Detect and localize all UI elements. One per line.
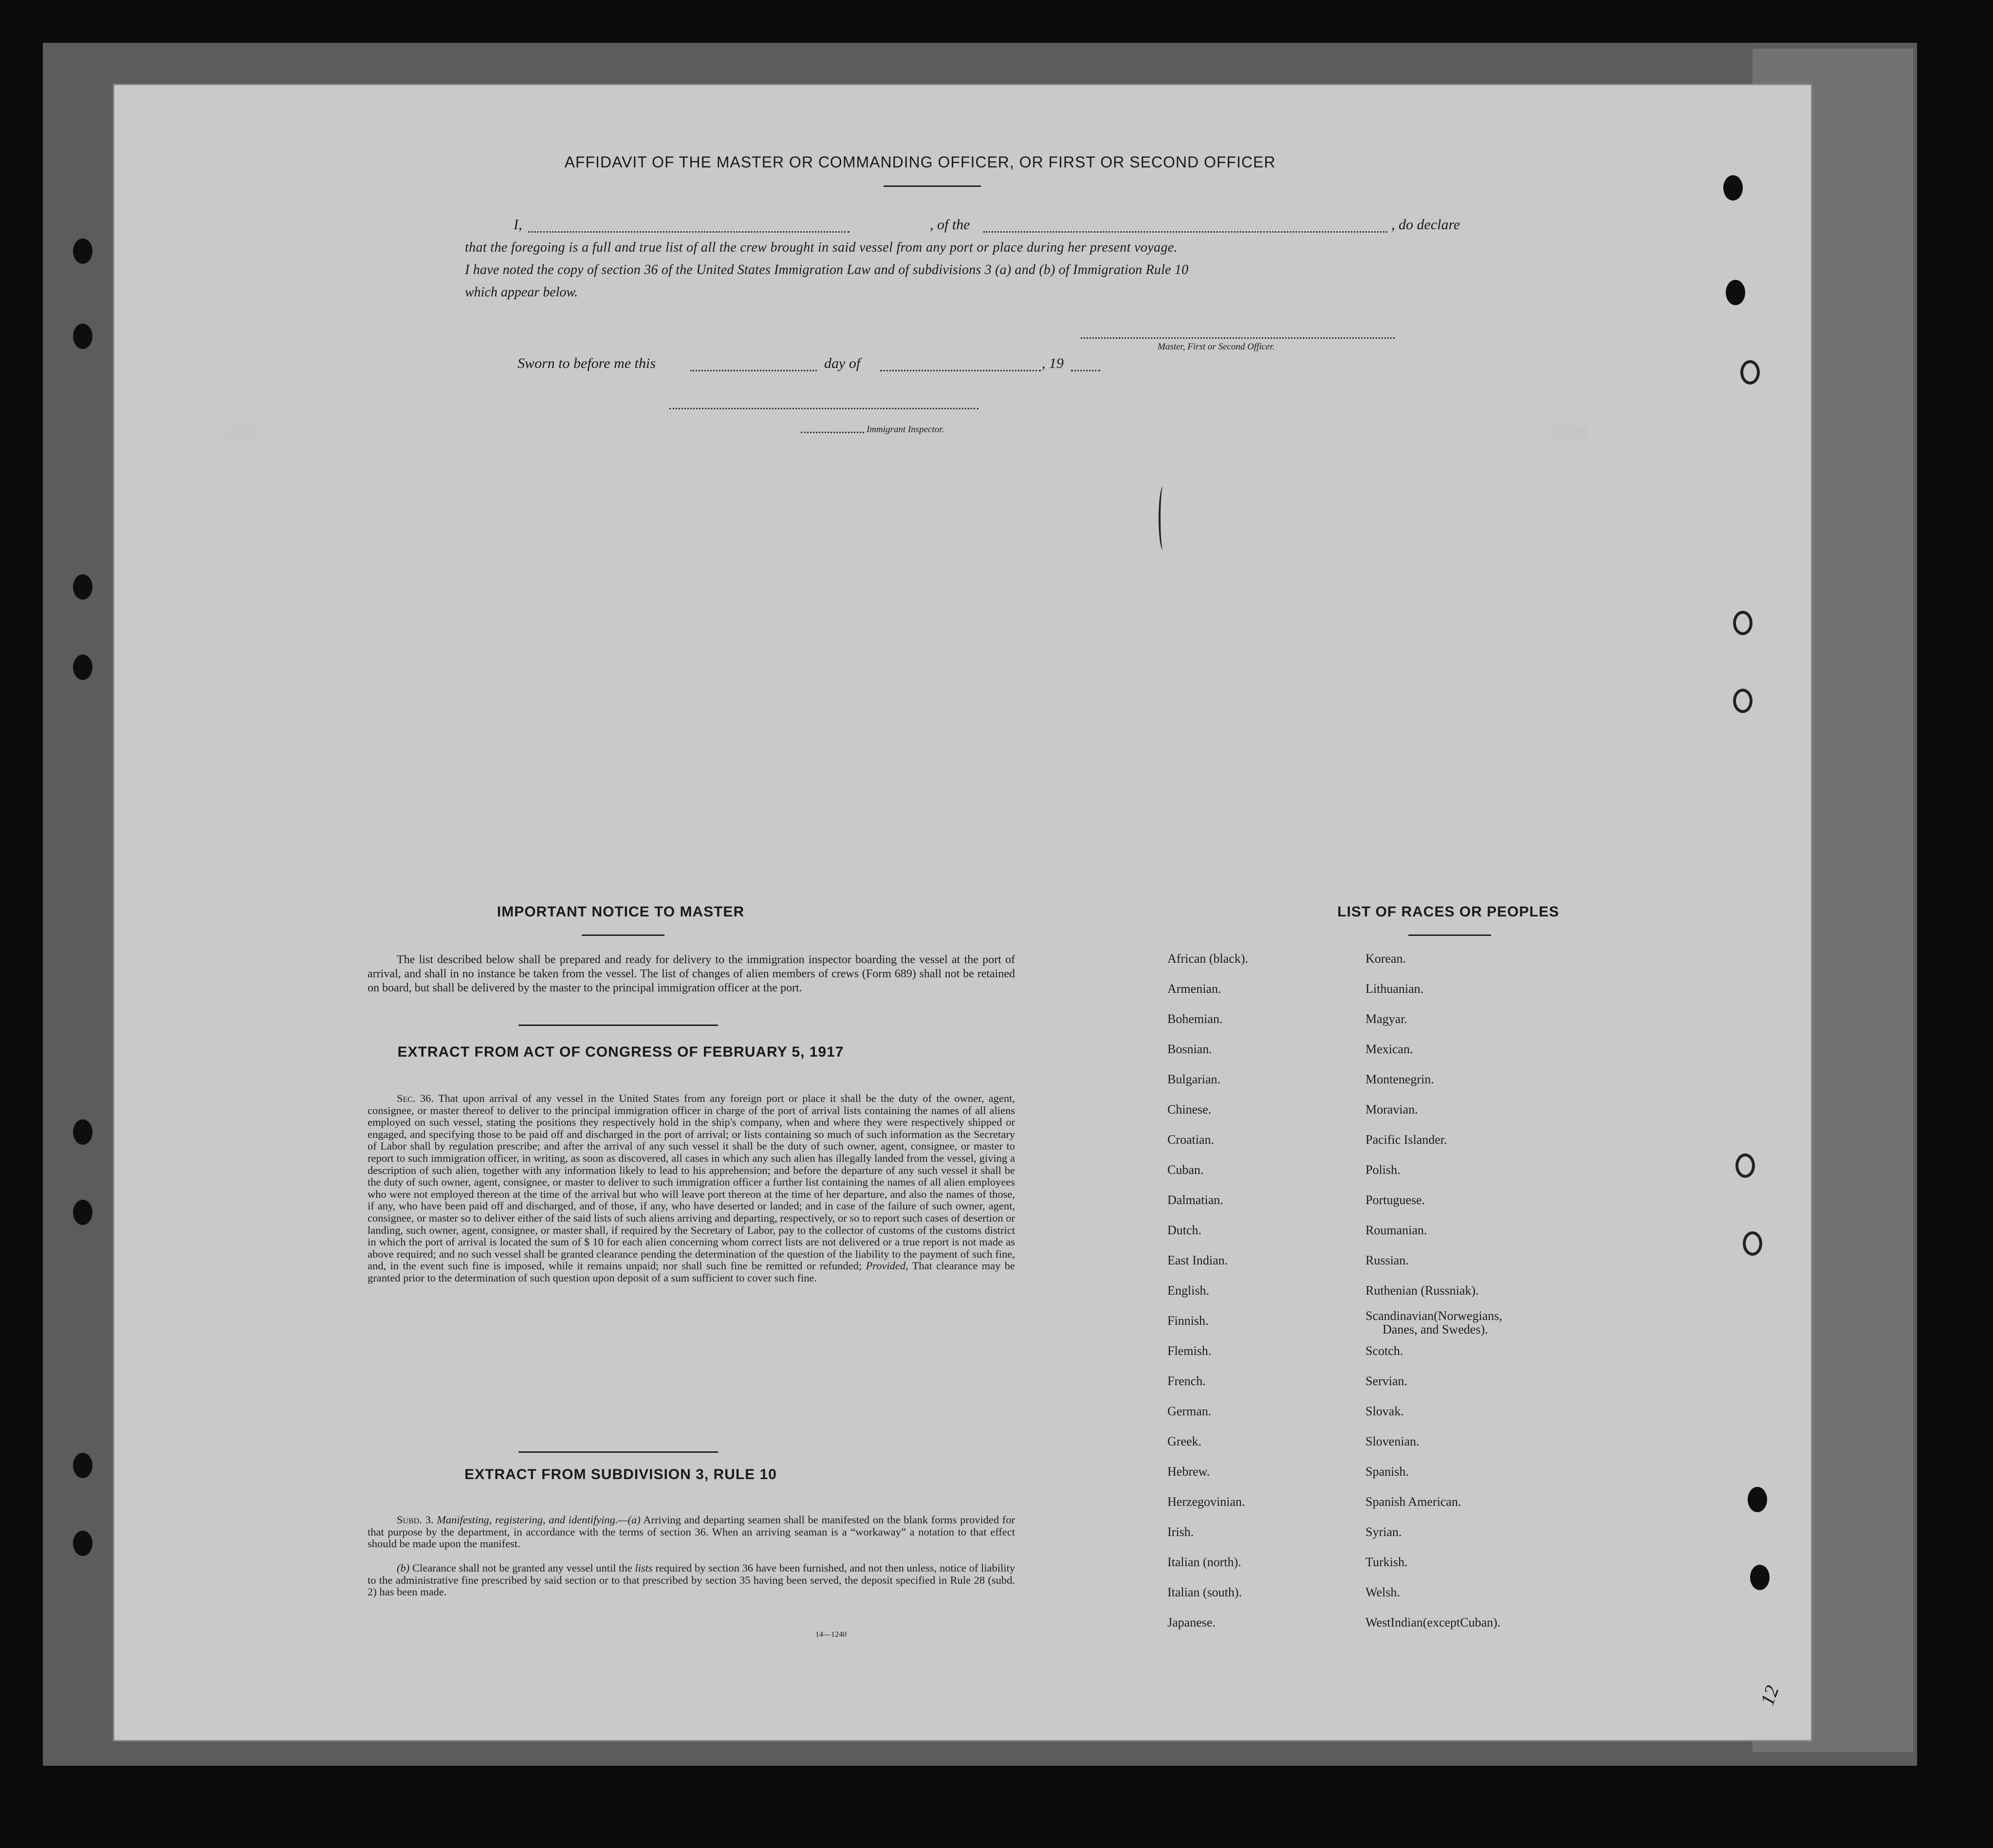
race-item: Greek.	[1167, 1434, 1202, 1448]
vessel-blank	[983, 231, 1387, 233]
affidavit-line-1: that the foregoing is a full and true list of all the crew brought in said vessel from any port or place during her present voyage.	[465, 240, 1178, 255]
name-blank	[528, 231, 849, 233]
pen-mark	[1159, 487, 1167, 550]
punch-hole	[1735, 1153, 1755, 1178]
race-item: Bulgarian.	[1167, 1072, 1221, 1086]
punch-hole	[1748, 1487, 1767, 1512]
subd-3-b-body-2: required by section 36 have been furnished, and not then unless, notice of liability to the administrative fine prescribed by said section or to that prescribed by section 35 having been served, the deposit specified in Rule 28 (subd. 2) has been made.	[368, 1562, 1015, 1598]
punch-hole	[73, 324, 92, 349]
race-item: Roumanian.	[1366, 1223, 1427, 1237]
subd-3-a-body: Arriving and departing seamen shall be manifested on the blank forms provided for that purpose by the department, in accordance with the terms of section 36. When an arriving seaman is a “workaway” a notation to that effect should be made upon the manifest.	[368, 1514, 1015, 1550]
section-36-label: Sec. 36.	[397, 1092, 434, 1104]
race-item: French.	[1167, 1374, 1206, 1388]
month-blank	[880, 370, 1041, 371]
race-item: Chinese.	[1167, 1102, 1212, 1116]
affidavit-i-label: I,	[514, 217, 522, 233]
master-label: Master, First or Second Officer.	[1158, 342, 1275, 352]
race-item: Scandinavian(Norwegians,	[1366, 1309, 1502, 1323]
race-item: Finnish.	[1167, 1314, 1209, 1328]
bleed-through-text: ░░░░	[226, 426, 257, 440]
race-item: Servian.	[1366, 1374, 1407, 1388]
race-item: Portuguese.	[1366, 1193, 1425, 1207]
subd-3-label: Subd. 3.	[397, 1514, 434, 1526]
rule-extract-title: EXTRACT FROM SUBDIVISION 3, RULE 10	[464, 1466, 777, 1482]
subd-3-title: Manifesting, registering, and identifying.—(a)	[437, 1514, 641, 1526]
race-item: Flemish.	[1167, 1344, 1212, 1358]
race-item: Ruthenian (Russniak).	[1366, 1283, 1479, 1298]
race-item: Japanese.	[1167, 1615, 1216, 1629]
race-item: Spanish American.	[1366, 1495, 1461, 1509]
punch-hole	[1723, 175, 1743, 201]
affidavit-form-sheet	[114, 85, 1811, 1740]
race-item: Bohemian.	[1167, 1012, 1223, 1026]
notice-text: The list described below shall be prepared and ready for delivery to the immigration inspector boarding the vessel at the port of arrival, and shall in no instance be taken from the vessel. The list of changes of alien members of crews (Form 689) shall not be retained on board, but shall be delivered by the master to the principal immigration officer at the port.	[368, 953, 1015, 994]
year-blank	[1071, 370, 1100, 371]
bleed-through-text: ░░░░░	[1550, 426, 1589, 440]
race-item: Magyar.	[1366, 1012, 1407, 1026]
race-item: Irish.	[1167, 1525, 1194, 1539]
punch-hole	[73, 1531, 92, 1556]
punch-hole	[1740, 360, 1760, 384]
race-item: Cuban.	[1167, 1163, 1204, 1177]
race-item: Dalmatian.	[1167, 1193, 1223, 1207]
race-item: WestIndian(exceptCuban).	[1366, 1615, 1501, 1629]
race-item: German.	[1167, 1404, 1212, 1418]
punch-hole	[73, 1200, 92, 1225]
race-item: Korean.	[1366, 951, 1406, 966]
punch-hole	[1750, 1565, 1770, 1590]
race-item: Turkish.	[1366, 1555, 1408, 1569]
punch-hole	[1726, 280, 1745, 305]
affidavit-of-the-label: , of the	[930, 217, 970, 233]
affidavit-line-2: I have noted the copy of section 36 of the United States Immigration Law and of subdivisions 3 (a) and (b) of Immigration Rule 10	[465, 262, 1189, 277]
provided-label: Provided,	[866, 1260, 908, 1272]
act-extract-text	[368, 1093, 1015, 1284]
inspector-signature-line	[669, 408, 978, 409]
race-item: Slovak.	[1366, 1404, 1404, 1418]
year-label: , 19	[1042, 355, 1064, 371]
section-divider	[518, 1025, 718, 1026]
race-item: Herzegovinian.	[1167, 1495, 1245, 1509]
rule-extract-text-b	[368, 1562, 1015, 1598]
race-item: Welsh.	[1366, 1585, 1400, 1599]
race-item: Russian.	[1366, 1253, 1409, 1267]
race-item: Scotch.	[1366, 1344, 1403, 1358]
race-item: Lithuanian.	[1366, 982, 1424, 996]
affidavit-title: AFFIDAVIT OF THE MASTER OR COMMANDING OFFICER, OR FIRST OR SECOND OFFICER	[564, 153, 1276, 171]
affidavit-declare-label: , do declare	[1391, 217, 1460, 233]
punch-hole	[73, 574, 92, 600]
race-item: Italian (north).	[1167, 1555, 1241, 1569]
section-36-body-end: That clearance may be granted prior to the determination of such question upon deposit of a sum sufficient to cover such fine.	[368, 1260, 1015, 1284]
rule-extract-text-a	[368, 1514, 1015, 1550]
race-item: Spanish.	[1366, 1464, 1409, 1479]
race-item: Hebrew.	[1167, 1464, 1210, 1479]
punch-hole	[73, 238, 92, 264]
race-item: Mexican.	[1366, 1042, 1413, 1056]
subd-3-b-body-1: Clearance shall not be granted any vessel until the	[412, 1562, 632, 1574]
race-item: East Indian.	[1167, 1253, 1228, 1267]
act-extract-title: EXTRACT FROM ACT OF CONGRESS OF FEBRUARY 5, 1917	[397, 1044, 844, 1060]
race-item: Armenian.	[1167, 982, 1221, 996]
punch-hole	[73, 655, 92, 680]
race-item: Dutch.	[1167, 1223, 1202, 1237]
race-item-continuation: Danes, and Swedes).	[1383, 1322, 1488, 1336]
inspector-lead-line	[801, 432, 864, 433]
race-item: Montenegrin.	[1366, 1072, 1434, 1086]
race-item: Moravian.	[1366, 1102, 1418, 1116]
master-signature-line	[1081, 337, 1395, 339]
day-of-label: day of	[824, 355, 861, 371]
inspector-label: Immigrant Inspector.	[867, 424, 944, 435]
sworn-label: Sworn to before me this	[517, 355, 656, 371]
race-item: Pacific Islander.	[1366, 1133, 1447, 1147]
race-item: Syrian.	[1366, 1525, 1402, 1539]
lists-word: lists	[635, 1562, 653, 1574]
race-item: Polish.	[1366, 1163, 1401, 1177]
section-divider	[518, 1451, 718, 1453]
affidavit-line-3: which appear below.	[465, 285, 578, 300]
notice-title: IMPORTANT NOTICE TO MASTER	[497, 904, 745, 920]
punch-hole	[73, 1119, 92, 1145]
race-item: Bosnian.	[1167, 1042, 1212, 1056]
punch-hole	[1733, 611, 1753, 635]
punch-hole	[73, 1453, 92, 1478]
races-rule	[1408, 934, 1491, 936]
race-item: English.	[1167, 1283, 1209, 1298]
form-number: 14—1240	[815, 1630, 847, 1639]
section-36-body: That upon arrival of any vessel in the United States from any foreign port or place it shall be the duty of the owner, agent, consignee, or master thereof to deliver to the principal immigration officer in charge of the port of arrival lists containing the names of all aliens employed on such vessel, stating the positions they respectively hold in the ship's company, when and where they were respectively shipped or engaged, and specifying those to be paid off and discharged in the port of arrival; or lists containing so much of such information as the Secretary of Labor shall by regulation prescribe; and after the arrival of any such vessel it shall be the duty of such owner, agent, consignee, or master to report to such immigration officer, in writing, as soon as discovered, all cases in which any such alien has illegally landed from the vessel, giving a description of such alien, together with any information likely to lead to his apprehension; and before the departure of any such vessel it shall be the duty of such owner, agent, consignee, or master to deliver to such immigration officer a further list containing the names of all alien employees who were not employed thereon at the time of the arrival but who will leave port thereon at the time of her departure, and also the names of those, if any, who have been paid off and discharged, and of those, if any, who have deserted or landed; and in case of the failure of such owner, agent, consignee, or master so to deliver either of the said lists of such aliens arriving and departing, respectively, or so to report such cases of desertion or landing, such owner, agent, consignee, or master shall, if required by the Secretary of Labor, pay to the collector of customs of the customs district in which the port of arrival is located the sum of $ 10 for each alien concerning whom correct lists are not delivered or a true report is not made as above required; and no such vessel shall be granted clearance pending the determination of the question of the liability to the payment of such fine, and, in the event such fine is imposed, while it remains unpaid; nor shall such fine be remitted or refunded;	[368, 1092, 1015, 1272]
handwritten-page-mark: 12	[1756, 1683, 1783, 1708]
race-item: Italian (south).	[1167, 1585, 1242, 1599]
title-rule	[884, 185, 981, 187]
day-blank	[690, 370, 817, 371]
subd-3-b-label: (b)	[397, 1562, 410, 1574]
notice-rule	[582, 934, 664, 936]
race-item: African (black).	[1167, 951, 1249, 966]
race-item: Slovenian.	[1366, 1434, 1420, 1448]
punch-hole	[1743, 1231, 1762, 1256]
race-item: Croatian.	[1167, 1133, 1215, 1147]
races-title: LIST OF RACES OR PEOPLES	[1337, 904, 1559, 920]
punch-hole	[1733, 689, 1753, 713]
